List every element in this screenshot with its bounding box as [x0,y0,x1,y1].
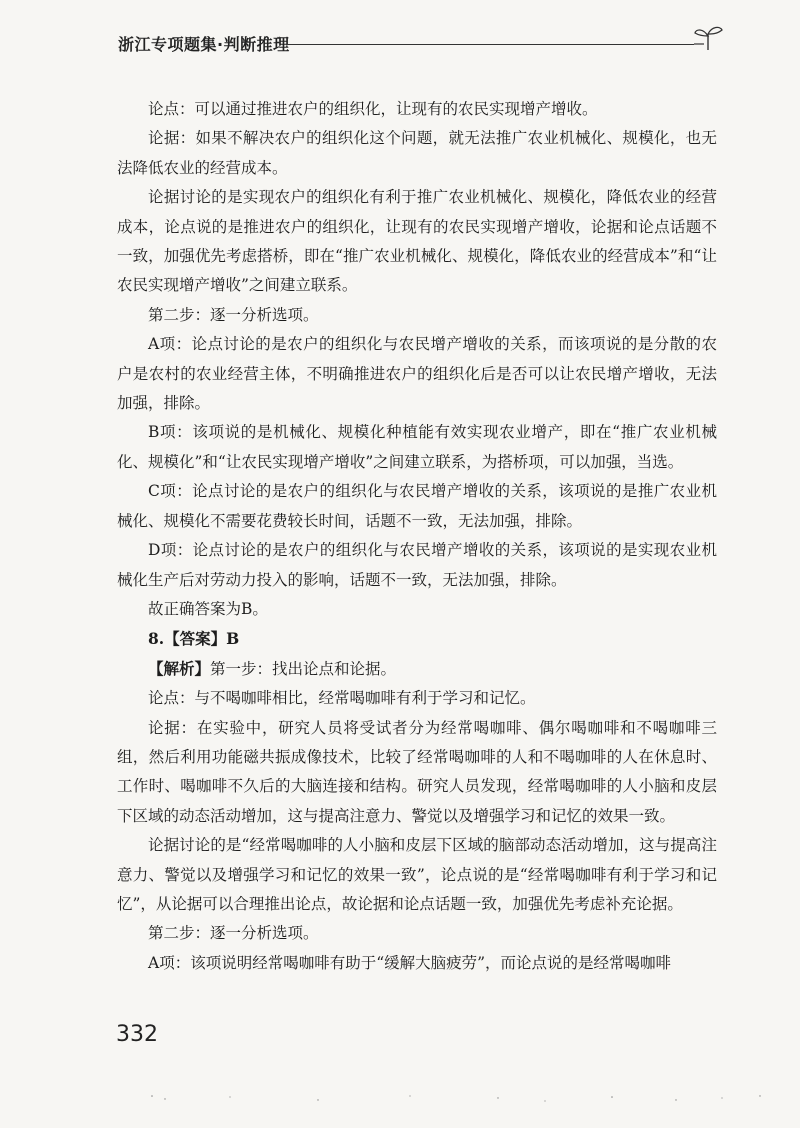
paragraph-text: 论据：在实验中，研究人员将受试者分为经常喝咖啡、偶尔喝咖啡和不喝咖啡三组，然后利用功能磁共振成像技术，比较了经常喝咖啡的人和不喝咖啡的人在休息时、工作时、喝咖啡不久后的大脑连接和结构。研究人员发现，经常喝咖啡的人小脑和皮层下区域的动态活动增加，这与提高注意力、警觉以及增强学习和记忆的效果一致。 [117,718,717,825]
page-number: 332 [116,1022,158,1047]
running-header [118,30,724,54]
scan-specks [0,1088,800,1108]
sprout-icon [692,24,724,52]
paragraph [117,124,717,183]
paragraph-text: 论据讨论的是“经常喝咖啡的人小脑和皮层下区域的脑部动态活动增加，这与提高注意力、警觉以及增强学习和记忆的效果一致”，论点说的是“经常喝咖啡有利于学习和记忆”，从论据可以合理推出论点，故论据和论点话题一致，加强优先考虑补充论据。 [117,836,717,913]
paragraph [117,301,717,330]
analysis-label: 【解析】 [148,658,211,678]
running-header-title: 浙江专项题集·判断推理 [118,35,290,54]
paragraph-text: D项：论点讨论的是农户的组织化与农民增产增收的关系，该项说的是实现农业机械化生产后对劳动力投入的影响，话题不一致，无法加强，排除。 [117,541,717,589]
paragraph-text: C项：论点讨论的是农户的组织化与农民增产增收的关系，该项说的是推广农业机械化、规模化不需要花费较长时间，话题不一致，无法加强，排除。 [117,482,717,530]
paragraph-text: B项：该项说的是机械化、规模化种植能有效实现农业增产，即在“推广农业机械化、规模化”和“让农民实现增产增收”之间建立联系，为搭桥项，可以加强，当选。 [117,423,717,471]
paragraph-text: 第二步：逐一分析选项。 [148,305,319,324]
paragraph [117,684,717,713]
paragraph [117,183,717,301]
paragraph [117,654,717,684]
paragraph-text: 论据：如果不解决农户的组织化这个问题，就无法推广农业机械化、规模化，也无法降低农业的经营成本。 [117,129,717,177]
paragraph [117,330,717,418]
paragraph [117,477,717,536]
paragraph [117,831,717,919]
paragraph-text: A项：该项说明经常喝咖啡有助于“缓解大脑疲劳”，而论点说的是经常喝咖啡 [148,953,672,972]
paragraph [117,95,717,124]
paragraph [117,949,717,978]
header-rule [286,44,694,45]
paragraph-text: 8.【答案】B [148,629,240,649]
paragraph-text: 论点：可以通过推进农户的组织化，让现有的农民实现增产增收。 [148,100,598,118]
paragraph-text: 论据讨论的是实现农户的组织化有利于推广农业机械化、规模化，降低农业的经营成本，论点说的是推进农户的组织化，让现有的农民实现增产增收，论据和论点话题不一致，加强优先考虑搭桥，即在“推广农业机械化、规模化，降低农业的经营成本”和“让农民实现增产增收”之间建立联系。 [117,188,717,295]
paragraph [117,536,717,595]
paragraph [117,714,717,832]
paragraph [117,919,717,948]
page-body [117,95,717,978]
paragraph-text: 论点：与不喝咖啡相比，经常喝咖啡有利于学习和记忆。 [148,689,536,708]
paragraph [117,624,717,653]
paragraph-text: 第一步：找出论点和论据。 [210,659,397,678]
paragraph-text: 故正确答案为B。 [148,599,268,618]
paragraph [117,595,717,624]
paragraph [117,418,717,477]
paragraph-text: A项：论点讨论的是农户的组织化与农民增产增收的关系，而该项说的是分散的农户是农村的农业经营主体，不明确推进农户的组织化后是否可以让农民增产增收，无法加强，排除。 [117,335,717,413]
paragraph-text: 第二步：逐一分析选项。 [148,924,319,943]
